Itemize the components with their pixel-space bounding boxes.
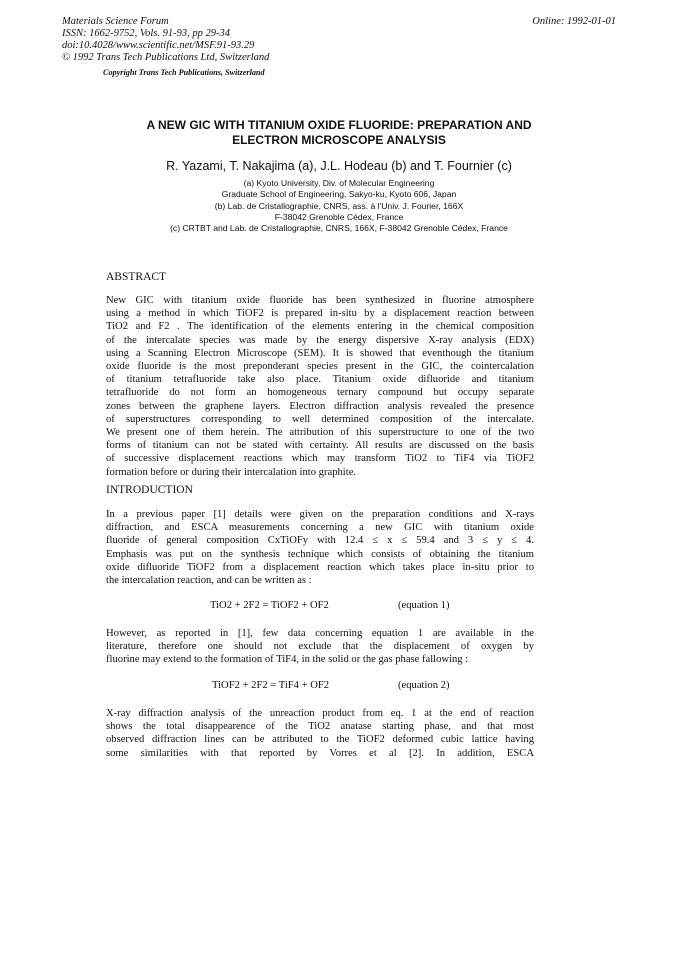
equation-1-label: (equation 1) bbox=[398, 600, 450, 611]
online-date: Online: 1992-01-01 bbox=[532, 16, 616, 27]
abstract-line: of superstructures corresponding to well determined composition of the intercalate. bbox=[106, 413, 534, 425]
xray-paragraph bbox=[106, 707, 534, 760]
xray-line: observed diffraction lines can be attributed to the TiOF2 deformed cubic lattice having bbox=[106, 734, 534, 746]
abstract-line: of successive displacement reactions which may transform TiO2 to TiF4 via TiOF2 bbox=[106, 453, 534, 465]
abstract-line: using a method in which TiOF2 is prepared in-situ by a displacement reaction between bbox=[106, 308, 534, 320]
abstract-line: zones between the graphene layers. Electron diffraction analysis revealed the presence bbox=[106, 400, 534, 412]
abstract-line: forms of titanium can not be stated with certainty. All results are discussed on the basis bbox=[106, 440, 534, 452]
abstract-line: TiO2 and F2 . The identification of the elements entering in the chemical composition bbox=[106, 321, 534, 333]
journal-name: Materials Science Forum bbox=[62, 16, 169, 27]
publisher-line: © 1992 Trans Tech Publications Ltd, Switzerland bbox=[62, 52, 270, 63]
xray-line: some similarities with that reported by Vorres et al [2]. In addition, ESCA bbox=[106, 747, 534, 759]
abstract-line: using a Scanning Electron Microscope (SEM). It is showed that eventhough the titanium bbox=[106, 347, 534, 359]
affiliations bbox=[90, 178, 588, 234]
intro-line: Emphasis was put on the synthesis technique which consists of obtaining the titanium bbox=[106, 548, 534, 560]
xray-line: X-ray diffraction analysis of the unreaction product from eq. 1 at the end of reaction bbox=[106, 708, 534, 719]
copyright-notice: Copyright Trans Tech Publications, Switzerland bbox=[103, 68, 265, 77]
authors: R. Yazami, T. Nakajima (a), J.L. Hodeau (b) and T. Fournier (c) bbox=[166, 159, 512, 173]
journal-header bbox=[62, 16, 269, 64]
intro-line: the intercalation reaction, and can be written as : bbox=[106, 575, 312, 587]
xray-line: shows the total disappearence of the TiO2 anatase starting phase, and that most bbox=[106, 721, 534, 733]
abstract-line: formation before or during their intercalation into graphite. bbox=[106, 466, 357, 478]
abstract-body bbox=[106, 294, 534, 479]
abstract-line: oxide fluoride is the most preponderant species present in the GIC, the cointercalation bbox=[106, 361, 534, 373]
however-paragraph bbox=[106, 627, 534, 667]
paper-title bbox=[110, 118, 568, 148]
abstract-line: of the intercalate species was made by the energy dispersive X-ray analysis (EDX) bbox=[106, 334, 534, 346]
abstract-line: We present one of them herein. The attribution of this superstructure to one of the two bbox=[106, 427, 534, 439]
affiliation-line: F-38042 Grenoble Cédex, France bbox=[274, 211, 404, 222]
intro-line: oxide difluoride TiOF2 from a displacement reaction which takes place in-situ prior to bbox=[106, 561, 534, 573]
abstract-line: tetrafluoride do not form an homogeneous ternary compound but occupy separate bbox=[106, 387, 534, 399]
title-line-1: A NEW GIC WITH TITANIUM OXIDE FLUORIDE: PREPARATION AND bbox=[146, 118, 532, 132]
affiliation-line: Graduate School of Engineering, Sakyo-ku, Kyoto 606, Japan bbox=[221, 189, 457, 200]
however-line: However, as reported in [1], few data concerning equation 1 are available in the bbox=[106, 628, 534, 639]
equation-1: TiO2 + 2F2 = TiOF2 + OF2 bbox=[210, 600, 329, 611]
introduction-heading: INTRODUCTION bbox=[106, 484, 193, 496]
introduction-body bbox=[106, 508, 534, 587]
doi-link[interactable]: doi:10.4028/www.scientific.net/MSF.91-93.29 bbox=[62, 40, 255, 51]
abstract-line: of titanium tetrafluoride take also place. Titanium oxide difluoride and titanium bbox=[106, 374, 534, 386]
issn-line: ISSN: 1662-9752, Vols. 91-93, pp 29-34 bbox=[62, 28, 230, 39]
abstract-heading: ABSTRACT bbox=[106, 271, 167, 283]
equation-2: TiOF2 + 2F2 = TiF4 + OF2 bbox=[212, 680, 330, 691]
affiliation-line: (b) Lab. de Cristallographie, CNRS, ass. à l'Univ. J. Fourier, 166X bbox=[214, 200, 464, 211]
affiliation-line: (c) CRTBT and Lab. de Cristallographie, CNRS, 166X, F-38042 Grenoble Cédex, France bbox=[170, 223, 508, 234]
affiliation-line: (a) Kyoto University, Div. of Molecular Engineering bbox=[243, 178, 435, 188]
intro-line: fluoride of general composition CxTiOFy with 12.4 ≤ x ≤ 59.4 and 3 ≤ y ≤ 4. bbox=[106, 535, 534, 547]
intro-line: In a previous paper [1] details were given on the preparation conditions and X-rays bbox=[106, 509, 534, 520]
intro-line: diffraction, and ESCA measurements concerning a new GIC with titanium oxide bbox=[106, 522, 534, 534]
however-line: literature, therefore one should not exclude that the displacement of oxygen by bbox=[106, 641, 534, 653]
title-line-2: ELECTRON MICROSCOPE ANALYSIS bbox=[232, 133, 446, 147]
abstract-line: New GIC with titanium oxide fluoride has been synthesized in fluorine atmosphere bbox=[106, 295, 534, 306]
however-line: fluorine may extend to the formation of TiF4, in the solid or the gas phase fallowing : bbox=[106, 654, 469, 666]
equation-2-label: (equation 2) bbox=[398, 680, 450, 691]
